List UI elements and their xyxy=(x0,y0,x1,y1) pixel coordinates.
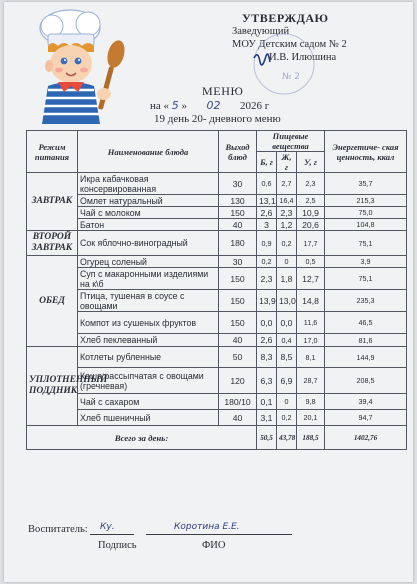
dish-protein: 0,9 xyxy=(257,231,277,256)
dish-name: Икра кабачковая консервированная xyxy=(78,173,219,195)
dish-name: Птица, тушеная в соусе с овощами xyxy=(78,290,219,312)
dish-name: Чай с сахаром xyxy=(78,394,219,410)
dish-protein: 13,1 xyxy=(257,195,277,207)
stamp-and-signature xyxy=(250,48,310,82)
header-protein: Б, г xyxy=(257,152,277,173)
dish-fat: 13,0 xyxy=(277,290,297,312)
dish-yield: 150 xyxy=(219,268,257,290)
signature-line xyxy=(90,534,134,535)
total-kcal: 1402,76 xyxy=(325,426,407,450)
header-energy: Энергетиче- ская ценность, ккал xyxy=(325,131,407,173)
dish-protein: 2,6 xyxy=(257,334,277,347)
dish-carbs: 2,5 xyxy=(297,195,325,207)
dish-carbs: 17,7 xyxy=(297,231,325,256)
dish-yield: 40 xyxy=(219,334,257,347)
total-carbs: 188,5 xyxy=(297,426,325,450)
meal-afternoon-snack: УПЛОТНЕННЫЙ ПОДДНИК xyxy=(27,347,78,426)
dish-carbs: 14,8 xyxy=(297,290,325,312)
dish-name: Каша рассыпчатая с овощами (гречневая) xyxy=(78,368,219,394)
dish-name: Батон xyxy=(78,219,219,231)
dish-fat: 2,3 xyxy=(277,207,297,219)
date-mid: » xyxy=(181,100,188,112)
dish-protein: 2,6 xyxy=(257,207,277,219)
header-dish: Наименование блюда xyxy=(78,131,219,173)
dish-protein: 13,9 xyxy=(257,290,277,312)
dish-kcal: 208,5 xyxy=(325,368,407,394)
fio-line xyxy=(146,534,292,535)
dish-fat: 16,4 xyxy=(277,195,297,207)
dish-fat: 8,5 xyxy=(277,347,297,368)
dish-carbs: 8,1 xyxy=(297,347,325,368)
dish-protein: 0,2 xyxy=(257,256,277,268)
header-carbs: У, г xyxy=(297,152,325,173)
organization-name: МОУ Детским садом № 2 xyxy=(232,39,347,50)
date-prefix: на « xyxy=(150,100,170,112)
date-month: 02 xyxy=(206,99,221,112)
stamp-number: № 2 xyxy=(282,72,300,82)
total-protein: 50,5 xyxy=(257,426,277,450)
dish-protein: 0,6 xyxy=(257,173,277,195)
dish-kcal: 144,9 xyxy=(325,347,407,368)
header-meal: Режим питания xyxy=(27,131,78,173)
dish-carbs: 10,9 xyxy=(297,207,325,219)
dish-fat: 0,2 xyxy=(277,410,297,426)
dish-yield: 150 xyxy=(219,312,257,334)
dish-carbs: 20,6 xyxy=(297,219,325,231)
dish-carbs: 12,7 xyxy=(297,268,325,290)
dish-yield: 180/10 xyxy=(219,394,257,410)
dish-name: Огурец соленый xyxy=(78,256,219,268)
dish-fat: 0 xyxy=(277,394,297,410)
dish-kcal: 46,5 xyxy=(325,312,407,334)
educator-label: Воспитатель: xyxy=(28,524,88,535)
dish-fat: 0 xyxy=(277,256,297,268)
dish-fat: 1,8 xyxy=(277,268,297,290)
dish-name: Компот из сушеных фруктов xyxy=(78,312,219,334)
dish-protein: 3,1 xyxy=(257,410,277,426)
dish-name: Хлеб пеклеванный xyxy=(78,334,219,347)
fio-caption: ФИО xyxy=(202,540,226,551)
menu-sheet xyxy=(4,2,413,582)
dish-kcal: 75,1 xyxy=(325,268,407,290)
dish-fat: 6,9 xyxy=(277,368,297,394)
dish-protein: 0,0 xyxy=(257,312,277,334)
meal-second-breakfast: ВТОРОЙ ЗАВТРАК xyxy=(27,231,78,256)
dish-protein: 0,1 xyxy=(257,394,277,410)
approver-name: И.В. Илюшина xyxy=(269,52,337,63)
dish-fat: 1,2 xyxy=(277,219,297,231)
menu-table xyxy=(26,130,407,450)
date-day: 5 xyxy=(171,99,179,112)
approver-position: Заведующий xyxy=(232,26,290,37)
dish-kcal: 94,7 xyxy=(325,410,407,426)
dish-fat: 0,4 xyxy=(277,334,297,347)
dish-kcal: 3,9 xyxy=(325,256,407,268)
dish-carbs: 2,3 xyxy=(297,173,325,195)
dish-carbs: 9,8 xyxy=(297,394,325,410)
dish-name: Котлеты рубленные xyxy=(78,347,219,368)
signature-caption: Подпись xyxy=(98,540,137,551)
approve-title: УТВЕРЖДАЮ xyxy=(242,11,329,25)
dish-carbs: 28,7 xyxy=(297,368,325,394)
dish-carbs: 0,5 xyxy=(297,256,325,268)
menu-date xyxy=(150,99,269,112)
dish-name: Чай с молоком xyxy=(78,207,219,219)
total-fat: 43,78 xyxy=(277,426,297,450)
dish-yield: 150 xyxy=(219,207,257,219)
dish-name: Суп с макаронными изделиями на к\б xyxy=(78,268,219,290)
dish-name: Омлет натуральный xyxy=(78,195,219,207)
dish-yield: 120 xyxy=(219,368,257,394)
menu-title: МЕНЮ xyxy=(202,84,244,98)
dish-yield: 40 xyxy=(219,219,257,231)
dish-yield: 150 xyxy=(219,290,257,312)
dish-fat: 0,0 xyxy=(277,312,297,334)
dish-carbs: 20,1 xyxy=(297,410,325,426)
total-label: Всего за день: xyxy=(27,426,257,450)
dish-yield: 40 xyxy=(219,410,257,426)
dish-yield: 30 xyxy=(219,173,257,195)
educator-signature: Ку. xyxy=(100,522,115,532)
meal-breakfast: ЗАВТРАК xyxy=(27,173,78,231)
dish-kcal: 81,6 xyxy=(325,334,407,347)
dish-yield: 50 xyxy=(219,347,257,368)
dish-protein: 3 xyxy=(257,219,277,231)
educator-fio: Коротина Е.Е. xyxy=(174,522,240,532)
dish-kcal: 235,3 xyxy=(325,290,407,312)
menu-day-line: 19 день 20- дневного меню xyxy=(154,113,281,125)
header-yield: Выход блюд xyxy=(219,131,257,173)
dish-yield: 130 xyxy=(219,195,257,207)
dish-kcal: 104,8 xyxy=(325,219,407,231)
dish-yield: 30 xyxy=(219,256,257,268)
dish-protein: 8,3 xyxy=(257,347,277,368)
dish-protein: 6,3 xyxy=(257,368,277,394)
dish-name: Хлеб пшеничный xyxy=(78,410,219,426)
dish-kcal: 35,7 xyxy=(325,173,407,195)
dish-fat: 2,7 xyxy=(277,173,297,195)
dish-kcal: 39,4 xyxy=(325,394,407,410)
meal-lunch: ОБЕД xyxy=(27,256,78,347)
chef-illustration xyxy=(18,6,140,126)
dish-kcal: 215,3 xyxy=(325,195,407,207)
date-year: 2026 г xyxy=(240,100,270,112)
dish-name: Сок яблочно-виноградный xyxy=(78,231,219,256)
dish-kcal: 75,1 xyxy=(325,231,407,256)
dish-carbs: 17,0 xyxy=(297,334,325,347)
header-fat: Ж, г xyxy=(277,152,297,173)
dish-kcal: 75,0 xyxy=(325,207,407,219)
dish-carbs: 11,6 xyxy=(297,312,325,334)
dish-yield: 180 xyxy=(219,231,257,256)
header-nutrients: Пищевые вещества xyxy=(257,131,325,152)
dish-fat: 0,2 xyxy=(277,231,297,256)
dish-protein: 2,3 xyxy=(257,268,277,290)
